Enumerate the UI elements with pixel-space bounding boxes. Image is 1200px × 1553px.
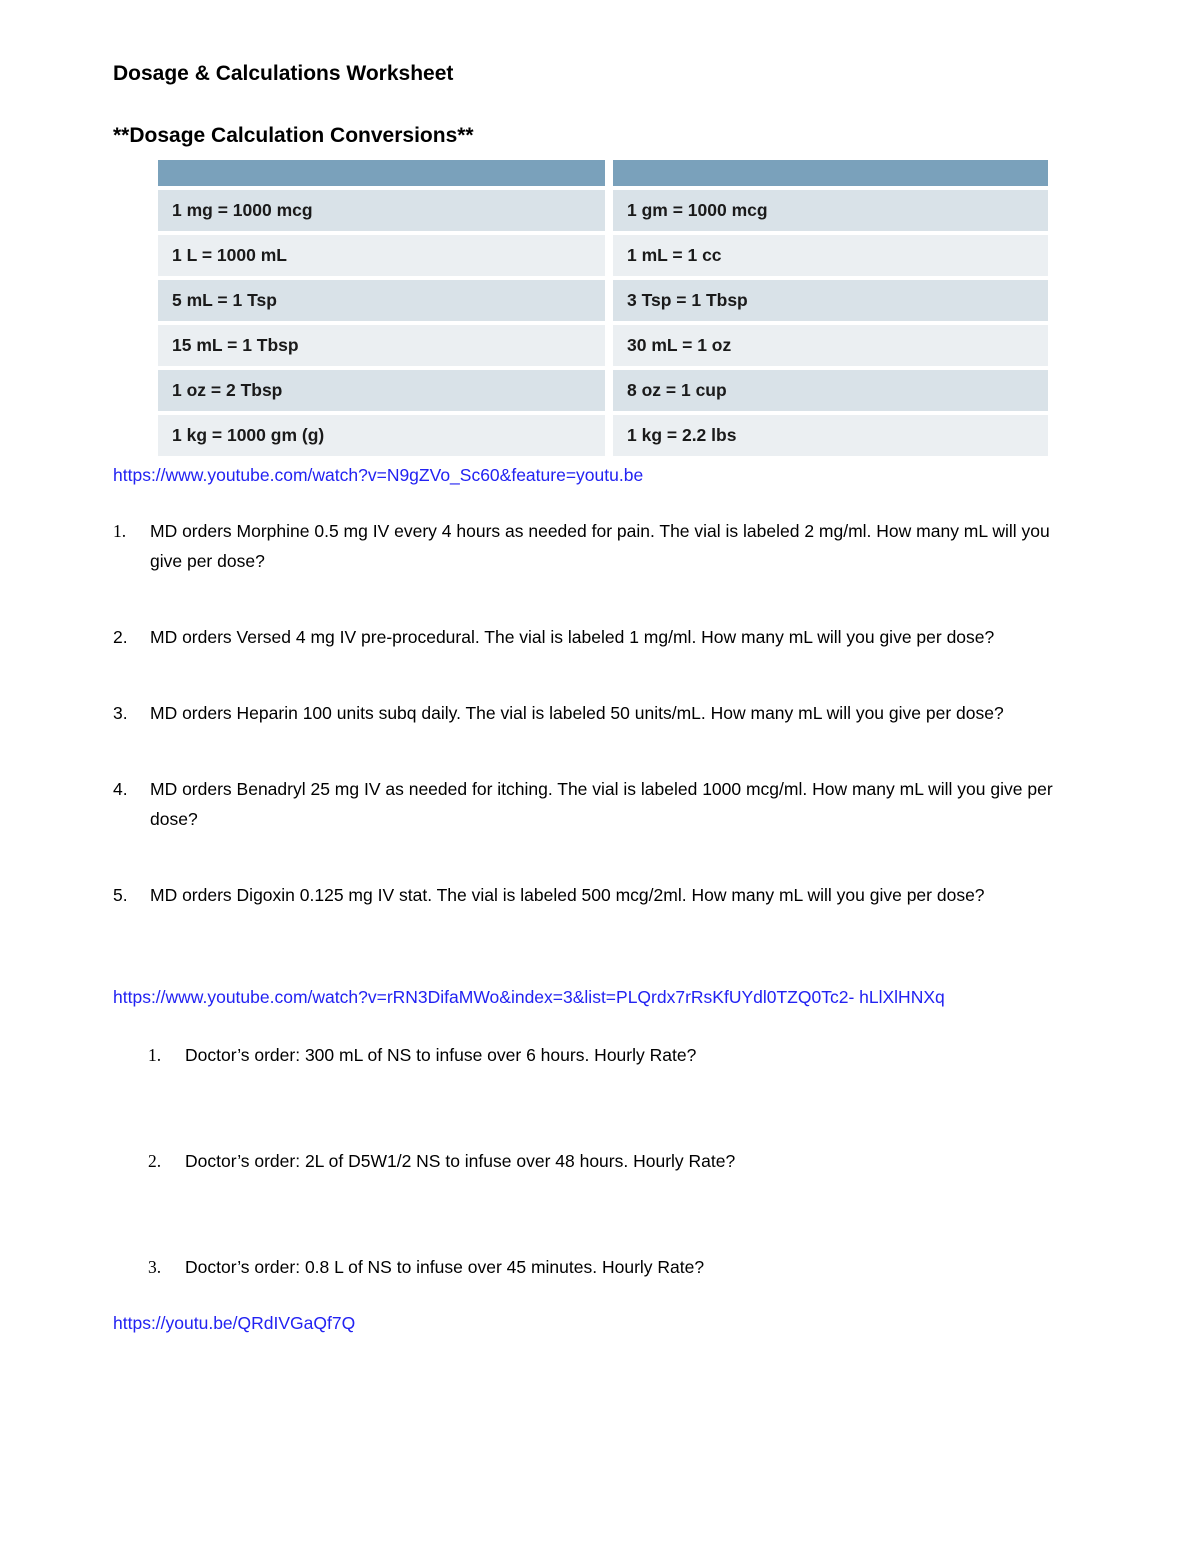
page-title: Dosage & Calculations Worksheet [113,62,454,85]
list-item [148,1252,1100,1282]
list-item-text: MD orders Morphine 0.5 mg IV every 4 hours as needed for pain. The vial is labeled 2 mg/ml. How many mL will you give per dose? [150,521,1050,571]
section-heading-conversions: **Dosage Calculation Conversions** [113,124,474,147]
table-header-cell-left [158,160,605,186]
list-item [113,774,1100,834]
youtube-short-link[interactable]: https://youtu.be/QRdIVGaQf7Q [113,1313,356,1333]
list-item-number: 4. [113,779,128,799]
rate-question-list [113,1040,1100,1282]
list-item [113,622,1100,652]
table-cell: 8 oz = 1 cup [613,370,1048,411]
table-header-cell-right [613,160,1048,186]
table-cell: 15 mL = 1 Tbsp [158,325,605,366]
table-cell: 3 Tsp = 1 Tbsp [613,280,1048,321]
dosage-question-list [113,516,1100,910]
list-item-text: Doctor’s order: 2L of D5W1/2 NS to infuse over 48 hours. Hourly Rate? [185,1151,736,1171]
youtube-link-conversions[interactable]: https://www.youtube.com/watch?v=N9gZVo_Sc60&feature=youtu.be [113,465,644,485]
list-item-number: 2. [113,627,128,647]
list-item [113,880,1100,910]
conversion-table [158,160,1048,456]
list-item-text: MD orders Digoxin 0.125 mg IV stat. The vial is labeled 500 mcg/2ml. How many mL will you give per dose? [150,885,985,905]
table-cell: 1 mL = 1 cc [613,235,1048,276]
youtube-link-rates[interactable]: https://www.youtube.com/watch?v=rRN3DifaMWo&index=3&list=PLQrdx7rRsKfUYdl0TZQ0Tc2- hLlXlHNXq [113,987,945,1007]
list-item-text: Doctor’s order: 0.8 L of NS to infuse over 45 minutes. Hourly Rate? [185,1257,705,1277]
list-item-number: 2. [148,1151,162,1171]
list-item-number: 1. [148,1045,162,1065]
list-item-number: 3. [113,703,128,723]
list-item-number: 5. [113,885,128,905]
list-item-text: MD orders Versed 4 mg IV pre-procedural. The vial is labeled 1 mg/ml. How many mL will you give per dose? [150,627,995,647]
table-cell: 1 kg = 2.2 lbs [613,415,1048,456]
table-cell: 1 mg = 1000 mcg [158,190,605,231]
list-item [148,1146,1100,1176]
list-item-text: MD orders Heparin 100 units subq daily. The vial is labeled 50 units/mL. How many mL will you give per dose? [150,703,1004,723]
table-cell: 1 gm = 1000 mcg [613,190,1048,231]
table-cell: 30 mL = 1 oz [613,325,1048,366]
list-item-text: Doctor’s order: 300 mL of NS to infuse over 6 hours. Hourly Rate? [185,1045,697,1065]
list-item-number: 3. [148,1257,162,1277]
list-item [148,1040,1100,1070]
list-item [113,516,1100,576]
list-item [113,698,1100,728]
list-item-number: 1. [113,521,127,541]
table-cell: 1 kg = 1000 gm (g) [158,415,605,456]
table-cell: 5 mL = 1 Tsp [158,280,605,321]
table-cell: 1 oz = 2 Tbsp [158,370,605,411]
list-item-text: MD orders Benadryl 25 mg IV as needed for itching. The vial is labeled 1000 mcg/ml. How many mL will you give per dose? [150,779,1053,829]
table-cell: 1 L = 1000 mL [158,235,605,276]
